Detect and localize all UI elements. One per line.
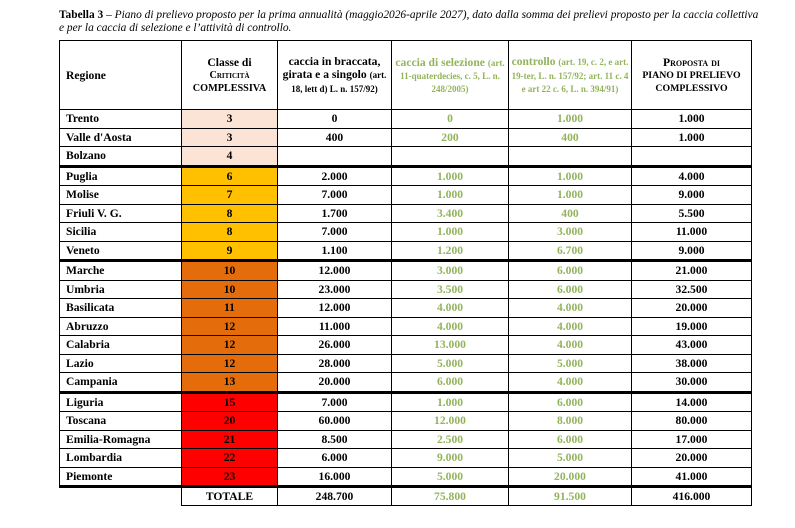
caccia-cell: 12.000 [278, 299, 392, 318]
header-selezione-main: caccia di selezione [395, 55, 485, 69]
region-cell: Emilia-Romagna [60, 430, 182, 449]
proposta-cell: 80.000 [632, 412, 752, 431]
proposta-cell: 19.000 [632, 317, 752, 336]
class-cell: 12 [182, 317, 278, 336]
table-row [60, 373, 752, 393]
region-cell: Toscana [60, 412, 182, 431]
region-cell: Campania [60, 373, 182, 393]
controllo-cell: 8.000 [509, 412, 632, 431]
class-cell: 12 [182, 336, 278, 355]
class-cell: 22 [182, 449, 278, 468]
class-cell: 10 [182, 280, 278, 299]
caccia-cell: 12.000 [278, 261, 392, 281]
selezione-cell: 2.500 [392, 430, 509, 449]
selezione-cell: 4.000 [392, 317, 509, 336]
table-caption [59, 9, 759, 35]
region-cell: Calabria [60, 336, 182, 355]
controllo-cell: 4.000 [509, 299, 632, 318]
class-cell: 6 [182, 166, 278, 186]
total-row [60, 487, 752, 506]
selezione-cell: 0 [392, 110, 509, 129]
caccia-cell: 2.000 [278, 166, 392, 186]
class-cell: 9 [182, 241, 278, 261]
total-label: TOTALE [182, 487, 278, 506]
selezione-cell: 1.000 [392, 166, 509, 186]
class-cell: 20 [182, 412, 278, 431]
region-cell: Marche [60, 261, 182, 281]
controllo-cell: 6.000 [509, 261, 632, 281]
selezione-cell: 6.000 [392, 373, 509, 393]
proposta-cell [632, 147, 752, 167]
table-row [60, 147, 752, 167]
controllo-cell: 1.000 [509, 186, 632, 205]
selezione-cell: 5.000 [392, 467, 509, 487]
caccia-cell: 0 [278, 110, 392, 129]
controllo-cell: 5.000 [509, 449, 632, 468]
header-controllo-main: controllo [511, 56, 556, 68]
selezione-cell: 1.000 [392, 392, 509, 412]
region-cell: Friuli V. G. [60, 204, 182, 223]
controllo-cell: 20.000 [509, 467, 632, 487]
table-row [60, 223, 752, 242]
proposta-cell: 5.500 [632, 204, 752, 223]
table-row [60, 280, 752, 299]
prelievo-table [59, 40, 752, 506]
caccia-cell: 26.000 [278, 336, 392, 355]
header-proposta-line1: Proposta di [663, 55, 720, 69]
controllo-cell: 4.000 [509, 373, 632, 393]
table-row [60, 430, 752, 449]
class-cell: 7 [182, 186, 278, 205]
controllo-cell: 6.000 [509, 392, 632, 412]
region-cell: Sicilia [60, 223, 182, 242]
proposta-cell: 21.000 [632, 261, 752, 281]
total-selezione: 75.800 [392, 487, 509, 506]
caccia-cell: 11.000 [278, 317, 392, 336]
header-selezione [392, 41, 509, 110]
header-proposta-line2: PIANO DI PRELIEVO COMPLESSIVO [642, 69, 741, 94]
caption-label: Tabella 3 [59, 9, 104, 21]
header-row [60, 41, 752, 110]
proposta-cell: 30.000 [632, 373, 752, 393]
caption-dash: – [103, 9, 115, 21]
selezione-cell: 3.000 [392, 261, 509, 281]
header-caccia [278, 41, 392, 110]
region-cell: Liguria [60, 392, 182, 412]
caccia-cell: 1.700 [278, 204, 392, 223]
selezione-cell: 9.000 [392, 449, 509, 468]
selezione-cell: 3.400 [392, 204, 509, 223]
class-cell: 15 [182, 392, 278, 412]
region-cell: Basilicata [60, 299, 182, 318]
proposta-cell: 1.000 [632, 110, 752, 129]
table-row [60, 110, 752, 129]
controllo-cell: 1.000 [509, 110, 632, 129]
table-row [60, 204, 752, 223]
header-caccia-main: caccia in braccata, girata e a singolo [282, 54, 381, 81]
table-row [60, 241, 752, 261]
table-row [60, 336, 752, 355]
controllo-cell: 1.000 [509, 166, 632, 186]
controllo-cell: 400 [509, 204, 632, 223]
header-region: Regione [60, 41, 182, 110]
class-cell: 23 [182, 467, 278, 487]
selezione-cell: 5.000 [392, 354, 509, 373]
header-class-line2: Criticità [209, 69, 250, 81]
class-cell: 11 [182, 299, 278, 318]
caccia-cell: 20.000 [278, 373, 392, 393]
proposta-cell: 1.000 [632, 128, 752, 147]
class-cell: 3 [182, 110, 278, 129]
caption-text: Piano di prelievo proposto per la prima annualità (maggio2026-aprile 2027), dato dalla somma dei prelievi proposto per la caccia collettiva e per la caccia di selezione e l’attività di controllo. [59, 9, 759, 34]
proposta-cell: 20.000 [632, 299, 752, 318]
region-cell: Lombardia [60, 449, 182, 468]
proposta-cell: 32.500 [632, 280, 752, 299]
proposta-cell: 11.000 [632, 223, 752, 242]
region-cell: Trento [60, 110, 182, 129]
proposta-cell: 4.000 [632, 166, 752, 186]
proposta-cell: 43.000 [632, 336, 752, 355]
proposta-cell: 20.000 [632, 449, 752, 468]
region-cell: Piemonte [60, 467, 182, 487]
header-class-line3: COMPLESSIVA [192, 82, 267, 94]
caccia-cell [278, 147, 392, 167]
controllo-cell: 4.000 [509, 336, 632, 355]
table-row [60, 299, 752, 318]
selezione-cell: 1.000 [392, 186, 509, 205]
class-cell: 4 [182, 147, 278, 167]
region-cell: Lazio [60, 354, 182, 373]
header-proposta [632, 41, 752, 110]
proposta-cell: 41.000 [632, 467, 752, 487]
table-row [60, 186, 752, 205]
caccia-cell: 60.000 [278, 412, 392, 431]
caccia-cell: 6.000 [278, 449, 392, 468]
caccia-cell: 7.000 [278, 223, 392, 242]
selezione-cell: 3.500 [392, 280, 509, 299]
table-row [60, 128, 752, 147]
table-row [60, 166, 752, 186]
table-row [60, 317, 752, 336]
region-cell: Molise [60, 186, 182, 205]
controllo-cell: 3.000 [509, 223, 632, 242]
caccia-cell: 1.100 [278, 241, 392, 261]
controllo-cell [509, 147, 632, 167]
total-blank-cell [60, 487, 182, 506]
controllo-cell: 6.700 [509, 241, 632, 261]
table-row [60, 412, 752, 431]
table-row [60, 261, 752, 281]
table-row [60, 449, 752, 468]
selezione-cell: 1.000 [392, 223, 509, 242]
region-cell: Veneto [60, 241, 182, 261]
header-class-line1: Classe di [207, 55, 252, 69]
header-caccia-ref: (art. 18, lett d) L. n. 157/92) [291, 69, 387, 94]
controllo-cell: 6.000 [509, 430, 632, 449]
controllo-cell: 6.000 [509, 280, 632, 299]
caccia-cell: 28.000 [278, 354, 392, 373]
caccia-cell: 8.500 [278, 430, 392, 449]
total-controllo: 91.500 [509, 487, 632, 506]
proposta-cell: 9.000 [632, 186, 752, 205]
selezione-cell: 4.000 [392, 299, 509, 318]
proposta-cell: 14.000 [632, 392, 752, 412]
class-cell: 21 [182, 430, 278, 449]
region-cell: Bolzano [60, 147, 182, 167]
total-proposta: 416.000 [632, 487, 752, 506]
region-cell: Umbria [60, 280, 182, 299]
header-class [182, 41, 278, 110]
controllo-cell: 4.000 [509, 317, 632, 336]
selezione-cell: 200 [392, 128, 509, 147]
proposta-cell: 38.000 [632, 354, 752, 373]
class-cell: 10 [182, 261, 278, 281]
header-selezione-ref: (art. 11-quaterdecies, c. 5, L. n. 248/2005) [400, 57, 505, 94]
header-controllo-ref: (art. 19, c. 2, e art. 19-ter, L. n. 157/92; art. 11 c. 4 e art 22 c. 6, L. n. 394/91) [511, 57, 629, 94]
class-cell: 3 [182, 128, 278, 147]
controllo-cell: 400 [509, 128, 632, 147]
selezione-cell [392, 147, 509, 167]
class-cell: 8 [182, 204, 278, 223]
class-cell: 13 [182, 373, 278, 393]
caccia-cell: 23.000 [278, 280, 392, 299]
caccia-cell: 7.000 [278, 186, 392, 205]
total-caccia: 248.700 [278, 487, 392, 506]
proposta-cell: 9.000 [632, 241, 752, 261]
class-cell: 8 [182, 223, 278, 242]
region-cell: Abruzzo [60, 317, 182, 336]
selezione-cell: 1.200 [392, 241, 509, 261]
selezione-cell: 12.000 [392, 412, 509, 431]
proposta-cell: 17.000 [632, 430, 752, 449]
region-cell: Puglia [60, 166, 182, 186]
table-row [60, 354, 752, 373]
class-cell: 12 [182, 354, 278, 373]
header-controllo [509, 41, 632, 110]
caccia-cell: 7.000 [278, 392, 392, 412]
controllo-cell: 5.000 [509, 354, 632, 373]
table-row [60, 467, 752, 487]
caccia-cell: 400 [278, 128, 392, 147]
caccia-cell: 16.000 [278, 467, 392, 487]
selezione-cell: 13.000 [392, 336, 509, 355]
table-row [60, 392, 752, 412]
region-cell: Valle d'Aosta [60, 128, 182, 147]
